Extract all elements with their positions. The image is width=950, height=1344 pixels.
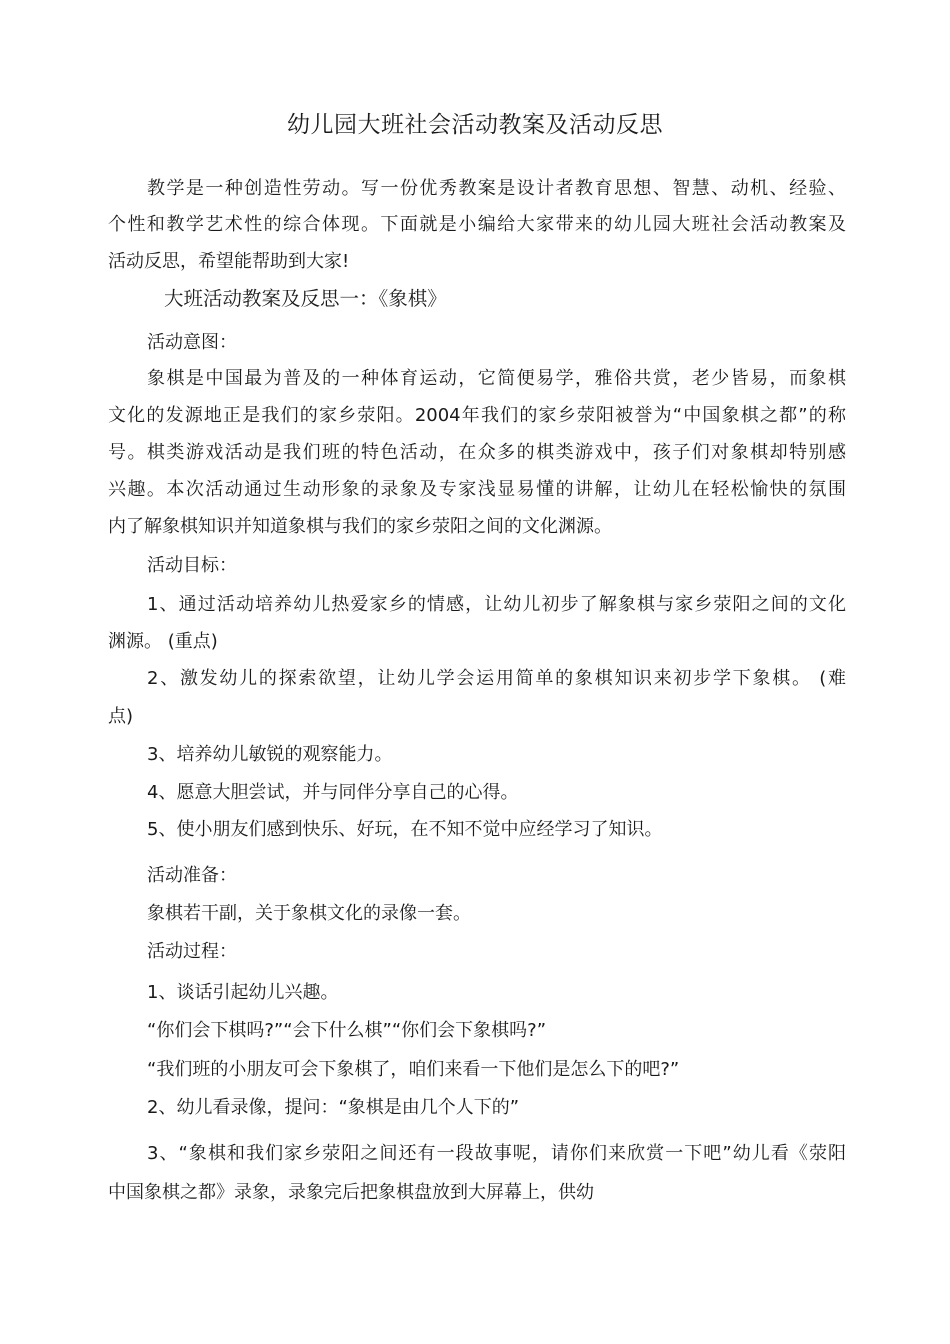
goal-5: 5、使小朋友们感到快乐、好玩，在不知不觉中应经学习了知识。 bbox=[147, 819, 663, 840]
process-label: 活动过程： bbox=[147, 941, 237, 962]
goal-3: 3、培养幼儿敏锐的观察能力。 bbox=[147, 744, 393, 765]
process-step-2: 2、幼儿看录像，提问：“象棋是由几个人下的” bbox=[147, 1097, 520, 1118]
process-step-3-line-1: 3、“象棋和我们家乡荥阳之间还有一段故事呢，请你们来欣赏一下吧”幼儿看《荥阳 bbox=[147, 1143, 846, 1164]
section-heading: 大班活动教案及反思一：《象棋》 bbox=[164, 287, 447, 310]
process-step-1: 1、谈话引起幼儿兴趣。 bbox=[147, 982, 339, 1003]
goals-label: 活动目标： bbox=[147, 555, 237, 576]
process-quote-1: “你们会下棋吗?”“会下什么棋”“你们会下象棋吗?” bbox=[147, 1020, 547, 1041]
page-title: 幼儿园大班社会活动教案及活动反思 bbox=[287, 112, 663, 138]
process-step-3-line-2: 中国象棋之都》录象，录象完后把象棋盘放到大屏幕上，供幼 bbox=[108, 1182, 594, 1203]
intent-line-5: 内了解象棋知识并知道象棋与我们的家乡荥阳之间的文化渊源。 bbox=[108, 516, 612, 537]
prep-label: 活动准备： bbox=[147, 865, 237, 886]
intent-line-2: 文化的发源地正是我们的家乡荥阳。2004年我们的家乡荥阳被誉为“中国象棋之都”的称 bbox=[108, 405, 846, 426]
goal-1-line-1: 1、通过活动培养幼儿热爱家乡的情感，让幼儿初步了解象棋与家乡荥阳之间的文化 bbox=[147, 594, 846, 615]
process-quote-2: “我们班的小朋友可会下象棋了，咱们来看一下他们是怎么下的吧?” bbox=[147, 1059, 680, 1080]
intent-line-1: 象棋是中国最为普及的一种体育运动，它简便易学，雅俗共赏，老少皆易，而象棋 bbox=[147, 368, 846, 389]
goal-2-line-1: 2、激发幼儿的探索欲望，让幼儿学会运用简单的象棋知识来初步学下象棋。 (难 bbox=[147, 668, 846, 689]
intent-label: 活动意图： bbox=[147, 332, 237, 353]
prep-text: 象棋若干副，关于象棋文化的录像一套。 bbox=[147, 903, 471, 924]
intent-line-4: 兴趣。本次活动通过生动形象的录象及专家浅显易懂的讲解，让幼儿在轻松愉快的氛围 bbox=[108, 479, 846, 500]
goal-2-line-2: 点) bbox=[108, 706, 134, 727]
intro-line-3: 活动反思，希望能帮助到大家! bbox=[108, 251, 350, 272]
intro-line-2: 个性和教学艺术性的综合体现。下面就是小编给大家带来的幼儿园大班社会活动教案及 bbox=[108, 214, 846, 235]
intro-line-1: 教学是一种创造性劳动。写一份优秀教案是设计者教育思想、智慧、动机、经验、 bbox=[147, 178, 846, 199]
goal-1-line-2: 渊源。 (重点) bbox=[108, 631, 218, 652]
goal-4: 4、愿意大胆尝试，并与同伴分享自己的心得。 bbox=[147, 782, 519, 803]
intent-line-3: 号。棋类游戏活动是我们班的特色活动，在众多的棋类游戏中，孩子们对象棋却特别感 bbox=[108, 442, 846, 463]
